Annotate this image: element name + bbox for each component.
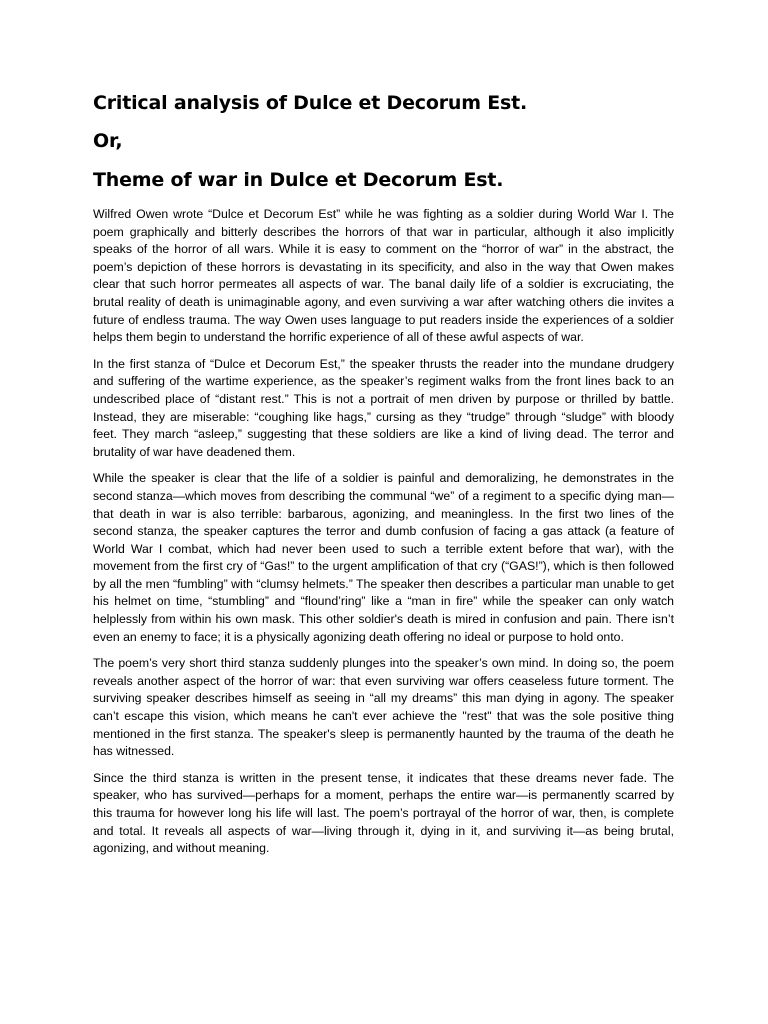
document-body [93,206,674,858]
paragraph-second-stanza: While the speaker is clear that the life of a soldier is painful and demoralizing, he demonstrates in the second stanza—which moves from describing the communal “we” of a regiment to a specific dying man—that death in war is also terrible: barbarous, agonizing, and meaningless. In the first two lines of the second stanza, the speaker captures the terror and dumb confusion of facing a gas attack (a feature of World War I combat, which had never been used to such a terrible extent before that war), with the movement from the first cry of “Gas!” to the urgent amplification of that cry (“GAS!”), which is then followed by all the men “fumbling” with “clumsy helmets.” The speaker then describes a particular man unable to get his helmet on time, “stumbling” and “flound’ring” like a “man in fire” while the speaker can only watch helplessly from within his own mask. This other soldier's death is mired in confusion and pain. There isn’t even an enemy to face; it is a physically agonizing death offering no ideal or purpose to hold onto. [93,471,674,644]
paragraph-introduction: Wilfred Owen wrote “Dulce et Decorum Est” while he was fighting as a soldier during World War I. The poem graphically and bitterly describes the horrors of that war in particular, although it also implicitly speaks of the horror of all wars. While it is easy to comment on the “horror of war” in the abstract, the poem’s depiction of these horrors is devastating in its specificity, and also in the way that Owen makes clear that such horror permeates all aspects of war. The banal daily life of a soldier is excruciating, the brutal reality of death is unimaginable agony, and even surviving a war after watching others die invites a future of endless trauma. The way Owen uses language to put readers inside the experiences of a soldier helps them begin to understand the horrific experience of all of these awful aspects of war. [93,207,674,345]
paragraph-first-stanza: In the first stanza of “Dulce et Decorum Est,” the speaker thrusts the reader into the mundane drudgery and suffering of the wartime experience, as the speaker’s regiment walks from the front lines back to an undescribed place of “distant rest.” This is not a portrait of men driven by purpose or thrilled by battle. Instead, they are miserable: “coughing like hags,” cursing as they “trudge” through “sludge” with bloody feet. They march “asleep,” suggesting that these soldiers are like a kind of living dead. The terror and brutality of war have deadened them. [93,356,674,459]
paragraph-third-stanza: The poem’s very short third stanza suddenly plunges into the speaker’s own mind. In doing so, the poem reveals another aspect of the horror of war: that even surviving war offers ceaseless future torment. The surviving speaker describes himself as seeing in “all my dreams” this man dying in agony. The speaker can’t escape this vision, which means he can't ever achieve the "rest" that was the sole positive thing mentioned in the first stanza. The speaker's sleep is permanently haunted by the trauma of the death he has witnessed. [93,656,674,759]
title-separator: Or, [93,130,123,152]
document-subtitle: Theme of war in Dulce et Decorum Est. [93,169,504,191]
paragraph-conclusion: Since the third stanza is written in the present tense, it indicates that these dreams never fade. The speaker, who has survived—perhaps for a moment, perhaps the entire war—is permanently scarred by this trauma for however long his life will last. The poem’s portrayal of the horror of war, then, is complete and total. It reveals all aspects of war—living through it, dying in it, and surviving it—as being brutal, agonizing, and without meaning. [93,770,674,856]
document-title: Critical analysis of Dulce et Decorum Est. [93,92,528,114]
